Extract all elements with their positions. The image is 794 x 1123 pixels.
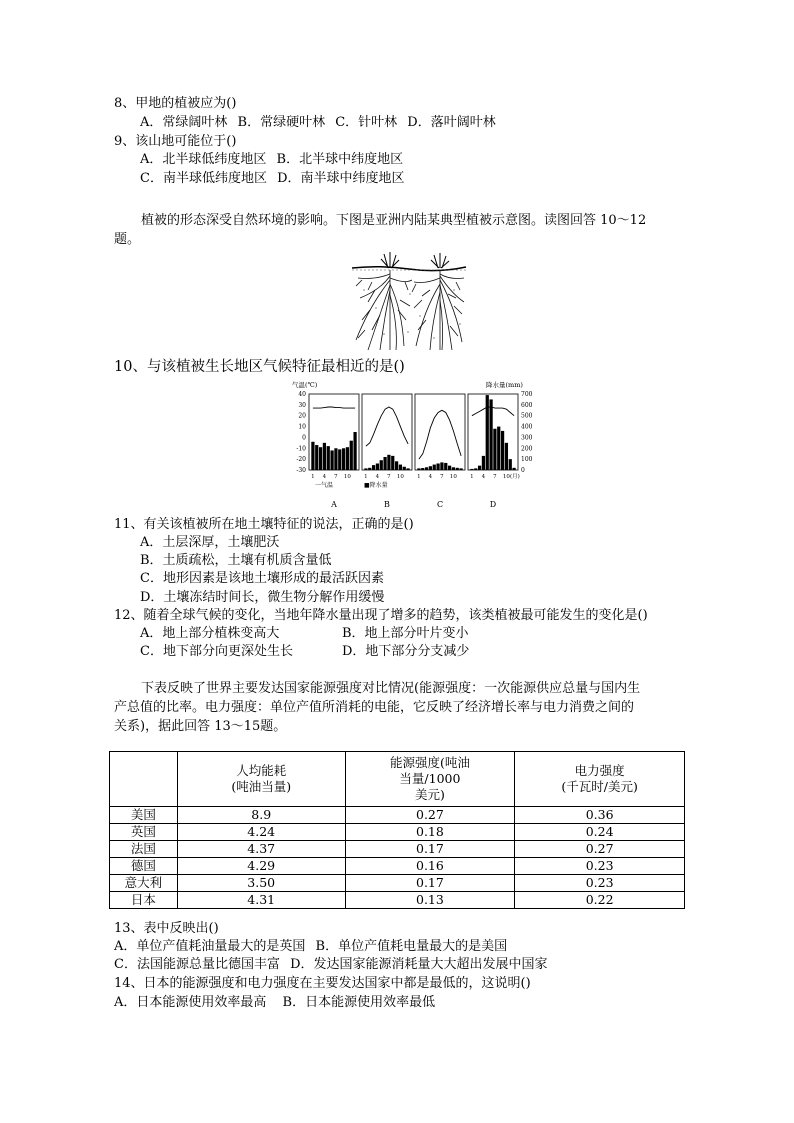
- country-cell: 意大利: [110, 875, 178, 892]
- table-row: [110, 875, 685, 892]
- power-intensity-cell: 0.22: [515, 892, 685, 909]
- precip-bar: [478, 466, 481, 470]
- q12-option-c: C．地下部分向更深处生长: [140, 644, 293, 659]
- panel-label: C: [436, 500, 444, 509]
- precip-bar: [421, 468, 424, 470]
- precip-bar: [368, 468, 371, 470]
- q8-stem: 8、甲地的植被应为(): [114, 96, 237, 111]
- precip-tick-label: 0: [521, 467, 525, 474]
- q9-stem: 9、该山地可能位于(): [114, 134, 237, 149]
- month-tick-label: 7: [493, 474, 497, 480]
- legend-temperature: 一气温: [315, 482, 334, 489]
- precip-bar: [327, 446, 330, 470]
- precip-bar: [425, 467, 428, 470]
- precip-bar: [417, 468, 420, 470]
- q9-options-line2: C．南半球低纬度地区 D．南半球中纬度地区: [140, 171, 405, 186]
- precip-bar: [509, 459, 512, 470]
- month-tick-label: 4: [481, 474, 486, 480]
- vegetation-root-illustration: [350, 250, 468, 354]
- precip-bar: [376, 463, 379, 470]
- precip-axis-title: 降水量(mm): [486, 381, 523, 389]
- precip-bar: [429, 466, 432, 470]
- precip-tick-label: 200: [521, 445, 533, 453]
- precip-tick-label: 400: [521, 423, 533, 431]
- precip-bar: [489, 399, 492, 470]
- energy-intensity-cell: 0.17: [345, 841, 515, 858]
- precip-bar: [353, 432, 356, 470]
- precip-bar: [391, 456, 394, 470]
- q11-option-c: C．地形因素是该地土壤形成的最活跃因素: [140, 571, 384, 586]
- precip-bar: [330, 450, 333, 470]
- table-row: [110, 807, 685, 824]
- energy-intensity-cell: 0.16: [345, 858, 515, 875]
- precip-tick-label: 600: [521, 401, 533, 409]
- q12-option-d: D．地下部分分支减少: [342, 644, 470, 659]
- intro-13-15-line2: 产总值的比率。电力强度：单位产值所消耗的电能，它反映了经济增长率与电力消费之间的: [114, 700, 635, 715]
- intro-13-15-line3: 关系)，据此回答 13～15题。: [114, 719, 287, 734]
- header-line: 当量/1000: [399, 771, 461, 786]
- month-tick-label: 1: [417, 474, 421, 480]
- precip-bar: [436, 463, 439, 470]
- temp-tick-label: 10: [298, 423, 306, 431]
- q14-options-line1: A．日本能源使用效率最高 B．日本能源使用效率最低: [114, 995, 436, 1010]
- precip-bar: [493, 429, 496, 470]
- precip-bar: [387, 455, 390, 470]
- precip-bar: [440, 462, 443, 470]
- q11-option-a: A．土层深厚，土壤肥沃: [140, 535, 280, 550]
- power-intensity-cell: 0.27: [515, 841, 685, 858]
- table-header-country: [110, 752, 178, 807]
- precip-bar: [311, 442, 314, 470]
- energy-intensity-cell: 0.17: [345, 875, 515, 892]
- per-capita-cell: 3.50: [177, 875, 345, 892]
- intro-10-12-line1: 植被的形态深受自然环境的影响。下图是亚洲内陆某典型植被示意图。读图回答 10～12: [141, 213, 647, 228]
- q13-stem: 13、表中反映出(): [114, 921, 219, 936]
- per-capita-cell: 8.9: [177, 807, 345, 824]
- q11-stem: 11、有关该植被所在地土壤特征的说法，正确的是(): [114, 517, 414, 532]
- country-cell: 德国: [110, 858, 178, 875]
- precip-bar: [399, 465, 402, 470]
- energy-intensity-table: [109, 751, 685, 909]
- month-tick-label: 4: [428, 474, 433, 480]
- precip-tick-label: 100: [521, 456, 533, 464]
- header-line: 美元): [414, 787, 445, 802]
- temp-tick-label: 20: [298, 412, 306, 420]
- month-tick-label: 10: [396, 474, 404, 480]
- precip-bar: [456, 468, 459, 470]
- energy-intensity-cell: 0.13: [345, 892, 515, 909]
- power-intensity-cell: 0.24: [515, 824, 685, 841]
- table-header-per-capita: [177, 752, 345, 807]
- header-line: 能源强度(吨油: [389, 755, 470, 770]
- precip-tick-label: 300: [521, 434, 533, 442]
- precip-bar: [459, 468, 462, 470]
- precip-bar: [380, 460, 383, 470]
- q11-option-b: B．土质疏松，土壤有机质含量低: [140, 553, 332, 568]
- precip-bar: [372, 465, 375, 470]
- q14-stem: 14、日本的能源强度和电力强度在主要发达国家中都是最低的，这说明(): [114, 976, 531, 991]
- country-cell: 美国: [110, 807, 178, 824]
- precip-bar: [474, 468, 477, 470]
- precip-bar: [482, 456, 485, 470]
- temp-tick-label: 40: [298, 391, 306, 398]
- panel-label: D: [489, 500, 497, 509]
- month-tick-label: 7: [440, 474, 444, 480]
- panel-label: A: [331, 500, 337, 509]
- precip-bar: [323, 443, 326, 470]
- temp-tick-label: 0: [302, 434, 306, 442]
- q12-stem: 12、随着全球气候的变化，当地年降水量出现了增多的趋势，该类植被最可能发生的变化是(): [114, 608, 648, 623]
- panel-frame-c: [415, 394, 465, 470]
- q13-options-line2: C．法国能源总量比德国丰富 D．发达国家能源消耗量大大超出发展中国家: [114, 957, 548, 972]
- temp-tick-label: -30: [296, 467, 306, 474]
- power-intensity-cell: 0.36: [515, 807, 685, 824]
- temp-axis-title: 气温(℃): [292, 381, 318, 389]
- month-tick-label: 10: [343, 474, 351, 480]
- precip-bar: [383, 457, 386, 470]
- precip-bar: [346, 447, 349, 470]
- temp-tick-label: 30: [298, 401, 306, 409]
- power-intensity-cell: 0.23: [515, 858, 685, 875]
- per-capita-cell: 4.31: [177, 892, 345, 909]
- month-tick-label: 1: [311, 474, 315, 480]
- precip-bar: [505, 443, 508, 470]
- country-cell: 英国: [110, 824, 178, 841]
- power-intensity-cell: 0.23: [515, 875, 685, 892]
- q9-options-line1: A．北半球低纬度地区 B．北半球中纬度地区: [140, 152, 404, 167]
- month-tick-label: 1: [470, 474, 474, 480]
- q12-option-a: A．地上部分植株变高大: [140, 626, 280, 641]
- intro-10-12-line2: 题。: [114, 232, 141, 247]
- precip-bar: [406, 468, 409, 470]
- month-tick-label: 10: [502, 474, 510, 480]
- temp-tick-label: -10: [296, 445, 306, 453]
- month-unit-label: (月): [510, 474, 520, 480]
- precip-bar: [501, 431, 504, 470]
- table-row: [110, 858, 685, 875]
- climate-chart: [290, 377, 533, 513]
- per-capita-cell: 4.24: [177, 824, 345, 841]
- precip-bar: [433, 465, 436, 470]
- precip-bar: [470, 469, 473, 470]
- q12-option-b: B．地上部分叶片变小: [342, 626, 469, 641]
- panel-frame-b: [362, 394, 412, 470]
- energy-intensity-cell: 0.18: [345, 824, 515, 841]
- precip-tick-label: 700: [521, 391, 533, 398]
- energy-intensity-cell: 0.27: [345, 807, 515, 824]
- precip-bar: [395, 461, 398, 470]
- precip-bar: [444, 463, 447, 470]
- header-line: 电力强度: [574, 763, 625, 778]
- legend-precipitation: ■降水量: [364, 482, 388, 489]
- precip-bar: [350, 441, 353, 470]
- table-header-energy-intensity: [345, 752, 515, 807]
- precip-bar: [448, 466, 451, 470]
- precip-bar: [512, 468, 515, 470]
- q10-stem: 10、与该植被生长地区气候特征最相近的是(): [114, 359, 405, 375]
- precip-tick-label: 500: [521, 412, 533, 420]
- header-line: (千瓦时/美元): [561, 779, 638, 794]
- table-row: [110, 892, 685, 909]
- panel-label: B: [384, 500, 390, 509]
- table-header-row: [110, 752, 685, 807]
- precip-bar: [338, 449, 341, 470]
- intro-13-15-line1: 下表反映了世界主要发达国家能源强度对比情况(能源强度：一次能源供应总量与国内生: [141, 681, 641, 696]
- q8-options: A．常绿阔叶林 B．常绿硬叶林 C．针叶林 D．落叶阔叶林: [140, 115, 496, 130]
- precip-bar: [452, 467, 455, 470]
- table-row: [110, 824, 685, 841]
- panel-frame-d: [468, 394, 518, 470]
- month-tick-label: 10: [449, 474, 457, 480]
- precip-bar: [364, 468, 367, 470]
- per-capita-cell: 4.37: [177, 841, 345, 858]
- month-tick-label: 7: [387, 474, 391, 480]
- table-row: [110, 841, 685, 858]
- q11-option-d: D．土壤冻结时间长，微生物分解作用缓慢: [140, 590, 385, 605]
- month-tick-label: 4: [322, 474, 327, 480]
- temp-tick-label: -20: [296, 456, 306, 464]
- month-tick-label: 1: [364, 474, 368, 480]
- per-capita-cell: 4.29: [177, 858, 345, 875]
- header-line: (吨油当量): [231, 779, 292, 794]
- country-cell: 法国: [110, 841, 178, 858]
- country-cell: 日本: [110, 892, 178, 909]
- header-line: 人均能耗: [236, 763, 287, 778]
- precip-bar: [319, 447, 322, 470]
- q13-options-line1: A．单位产值耗油量最大的是英国 B．单位产值耗电量最大的是美国: [114, 939, 508, 954]
- table-header-power-intensity: [515, 752, 685, 807]
- precip-bar: [315, 445, 318, 470]
- precip-bar: [403, 467, 406, 470]
- month-tick-label: 7: [334, 474, 338, 480]
- precip-bar: [497, 427, 500, 470]
- precip-bar: [334, 448, 337, 470]
- precip-bar: [486, 395, 489, 470]
- month-tick-label: 4: [375, 474, 380, 480]
- precip-bar: [342, 448, 345, 470]
